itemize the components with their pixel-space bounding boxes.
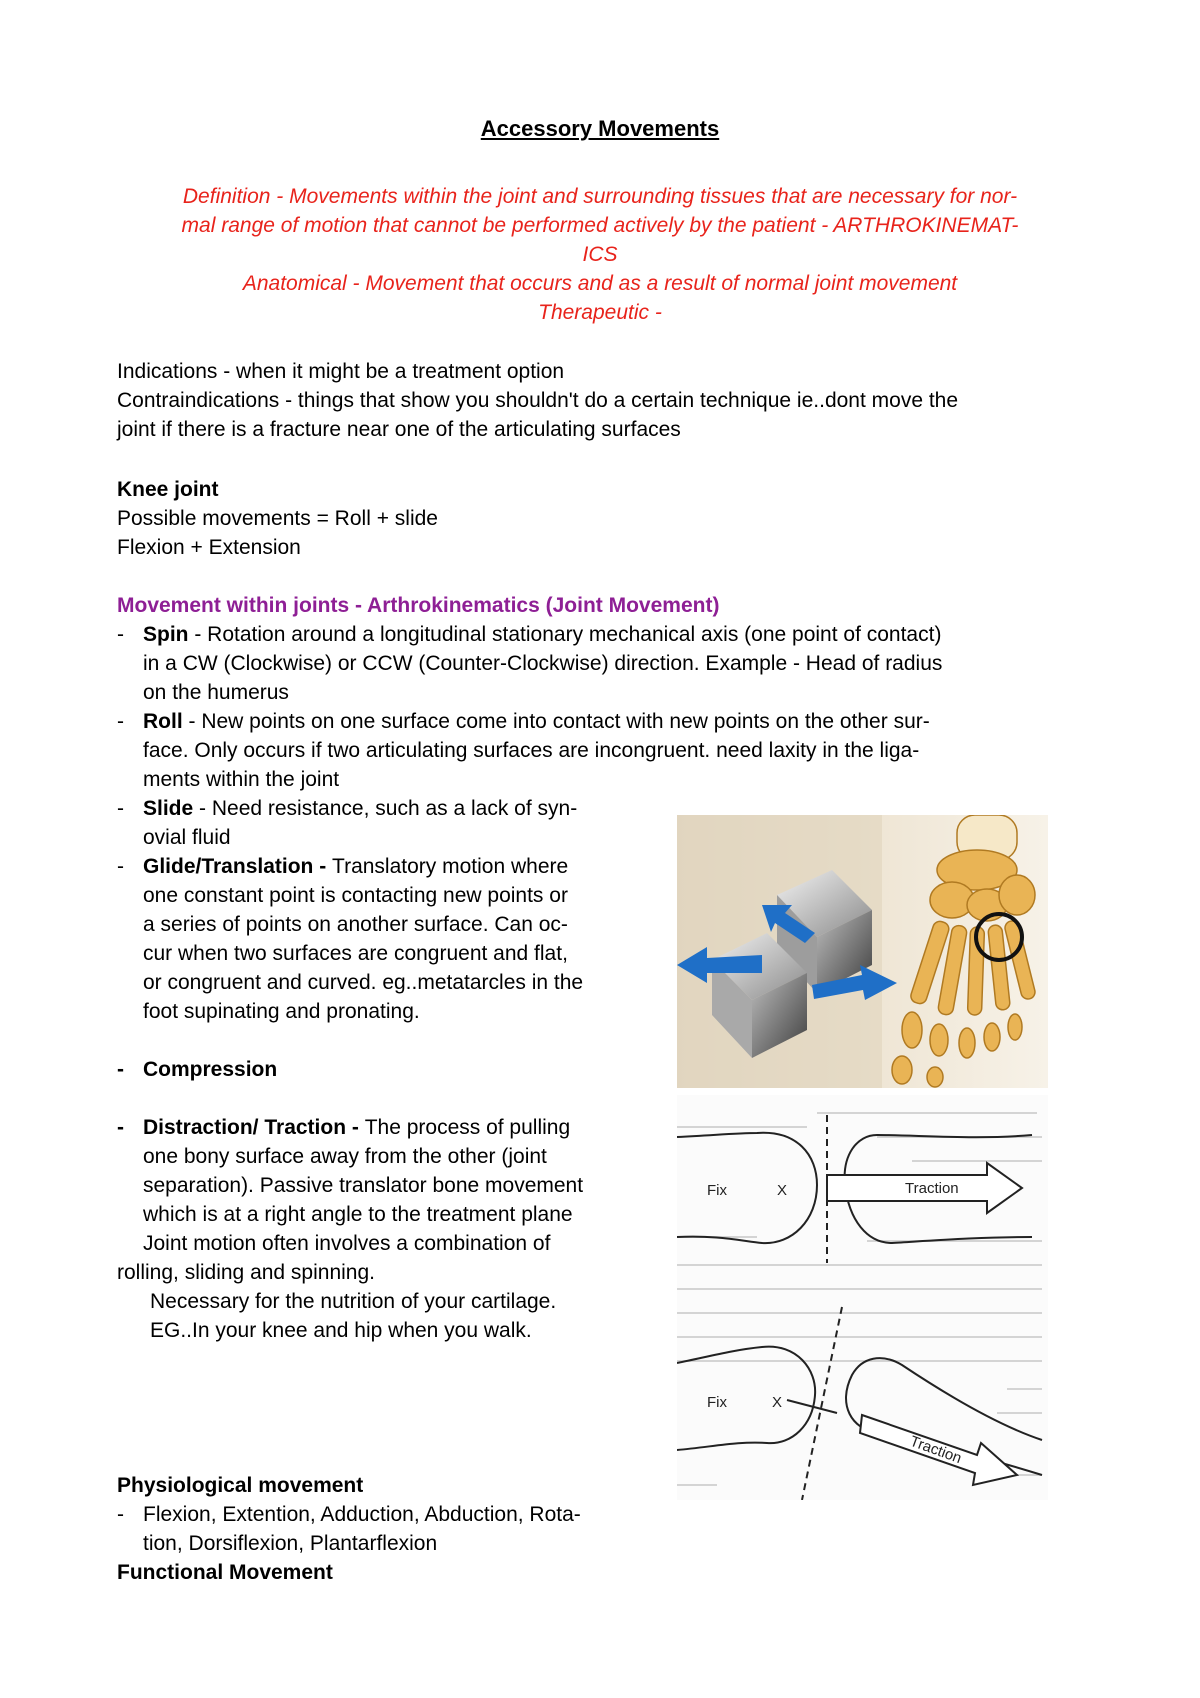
- bullet-dash: -: [117, 1116, 124, 1139]
- page-title: Accessory Movements: [480, 116, 720, 141]
- x-label-bottom: X: [772, 1394, 783, 1411]
- contraindications-line-1: Contraindications - things that show you shouldn't do a certain technique ie..dont move the: [117, 389, 959, 412]
- spin-term: Spin: [143, 623, 189, 646]
- roll-line-2: face. Only occurs if two articulating surfaces are incongruent. need laxity in the liga-: [143, 739, 920, 762]
- roll-line-3: ments within the joint: [143, 768, 340, 791]
- distraction-line-2: one bony surface away from the other (joint: [143, 1145, 547, 1168]
- bullet-dash: -: [117, 710, 124, 733]
- distraction-line-7: Necessary for the nutrition of your cartilage.: [150, 1290, 557, 1313]
- bullet-dash: -: [117, 855, 124, 878]
- slide-line-2: ovial fluid: [143, 826, 231, 849]
- distraction-line-6: rolling, sliding and spinning.: [117, 1261, 375, 1284]
- physiological-line-2: tion, Dorsiflexion, Plantarflexion: [143, 1532, 438, 1555]
- list-item-compression: [117, 1055, 278, 1084]
- fix-label-bottom: Fix: [707, 1394, 727, 1411]
- traction-label-top: Traction: [905, 1180, 959, 1197]
- figure-foot-glide: [677, 815, 1048, 1088]
- bullet-dash: -: [117, 1058, 124, 1081]
- distraction-line-8: EG..In your knee and hip when you walk.: [150, 1319, 532, 1342]
- spin-line-3: on the humerus: [143, 681, 289, 704]
- list-item-glide: [117, 852, 569, 881]
- distraction-line-5: Joint motion often involves a combination of: [143, 1232, 551, 1255]
- bullet-dash: -: [117, 797, 124, 820]
- spin-line-1: - Rotation around a longitudinal stationary mechanical axis (one point of contact): [188, 623, 942, 646]
- list-item-physiological: [117, 1500, 581, 1529]
- traction-label-bottom: Traction: [907, 1432, 964, 1468]
- x-label-top: X: [777, 1182, 788, 1199]
- spin-line-2: in a CW (Clockwise) or CCW (Counter-Clockwise) direction. Example - Head of radius: [143, 652, 943, 675]
- compression-term: Compression: [143, 1058, 278, 1081]
- list-item-distraction: [117, 1113, 571, 1142]
- knee-line-1: Possible movements = Roll + slide: [117, 507, 438, 530]
- glide-term: Glide/Translation -: [143, 855, 333, 878]
- arthrokinematics-heading: Movement within joints - Arthrokinematics (Joint Movement): [117, 594, 720, 617]
- therapeutic-line: Therapeutic -: [538, 301, 662, 324]
- glide-line-2: one constant point is contacting new points or: [143, 884, 568, 907]
- physiological-heading: Physiological movement: [117, 1474, 364, 1497]
- glide-line-5: or congruent and curved. eg..metatarcles in the: [143, 971, 584, 994]
- contraindications-line-2: joint if there is a fracture near one of the articulating surfaces: [117, 418, 681, 441]
- knee-line-2: Flexion + Extension: [117, 536, 301, 559]
- distraction-term: Distraction/ Traction -: [143, 1116, 365, 1139]
- anatomical-line: Anatomical - Movement that occurs and as a result of normal joint movement: [242, 272, 958, 295]
- functional-heading: Functional Movement: [117, 1561, 333, 1584]
- glide-line-1: Translatory motion where: [332, 855, 569, 878]
- distraction-line-1: The process of pulling: [364, 1116, 571, 1139]
- distraction-line-3: separation). Passive translator bone movement: [143, 1174, 584, 1197]
- list-item-slide: [117, 794, 578, 823]
- definition-line-1: Definition - Movements within the joint and surrounding tissues that are necessary for nor-: [182, 185, 1018, 208]
- fix-label-top: Fix: [707, 1182, 727, 1199]
- slide-term: Slide: [143, 797, 194, 820]
- definition-line-2: mal range of motion that cannot be performed actively by the patient - ARTHROKINEMAT-: [181, 214, 1019, 237]
- foot-glide-illustration: [677, 815, 1048, 1088]
- glide-line-6: foot supinating and pronating.: [143, 1000, 420, 1023]
- glide-line-4: cur when two surfaces are congruent and flat,: [143, 942, 568, 965]
- list-item-roll: [117, 707, 930, 736]
- glide-line-3: a series of points on another surface. Can oc-: [143, 913, 568, 936]
- distraction-line-4: which is at a right angle to the treatment plane: [143, 1203, 573, 1226]
- definition-line-3: ICS: [582, 243, 618, 266]
- bullet-dash: -: [117, 623, 124, 646]
- list-item-spin: [117, 620, 942, 649]
- slide-line-1: - Need resistance, such as a lack of syn-: [193, 797, 578, 820]
- bullet-dash: -: [117, 1503, 124, 1526]
- figure-traction-diagram: [677, 1095, 1048, 1500]
- physiological-line-1: Flexion, Extention, Adduction, Abduction, Rota-: [143, 1503, 581, 1526]
- roll-term: Roll: [143, 710, 183, 733]
- indications-line: Indications - when it might be a treatment option: [117, 360, 565, 383]
- traction-diagram-illustration: [677, 1095, 1048, 1500]
- roll-line-1: - New points on one surface come into contact with new points on the other sur-: [182, 710, 930, 733]
- knee-heading: Knee joint: [117, 478, 219, 501]
